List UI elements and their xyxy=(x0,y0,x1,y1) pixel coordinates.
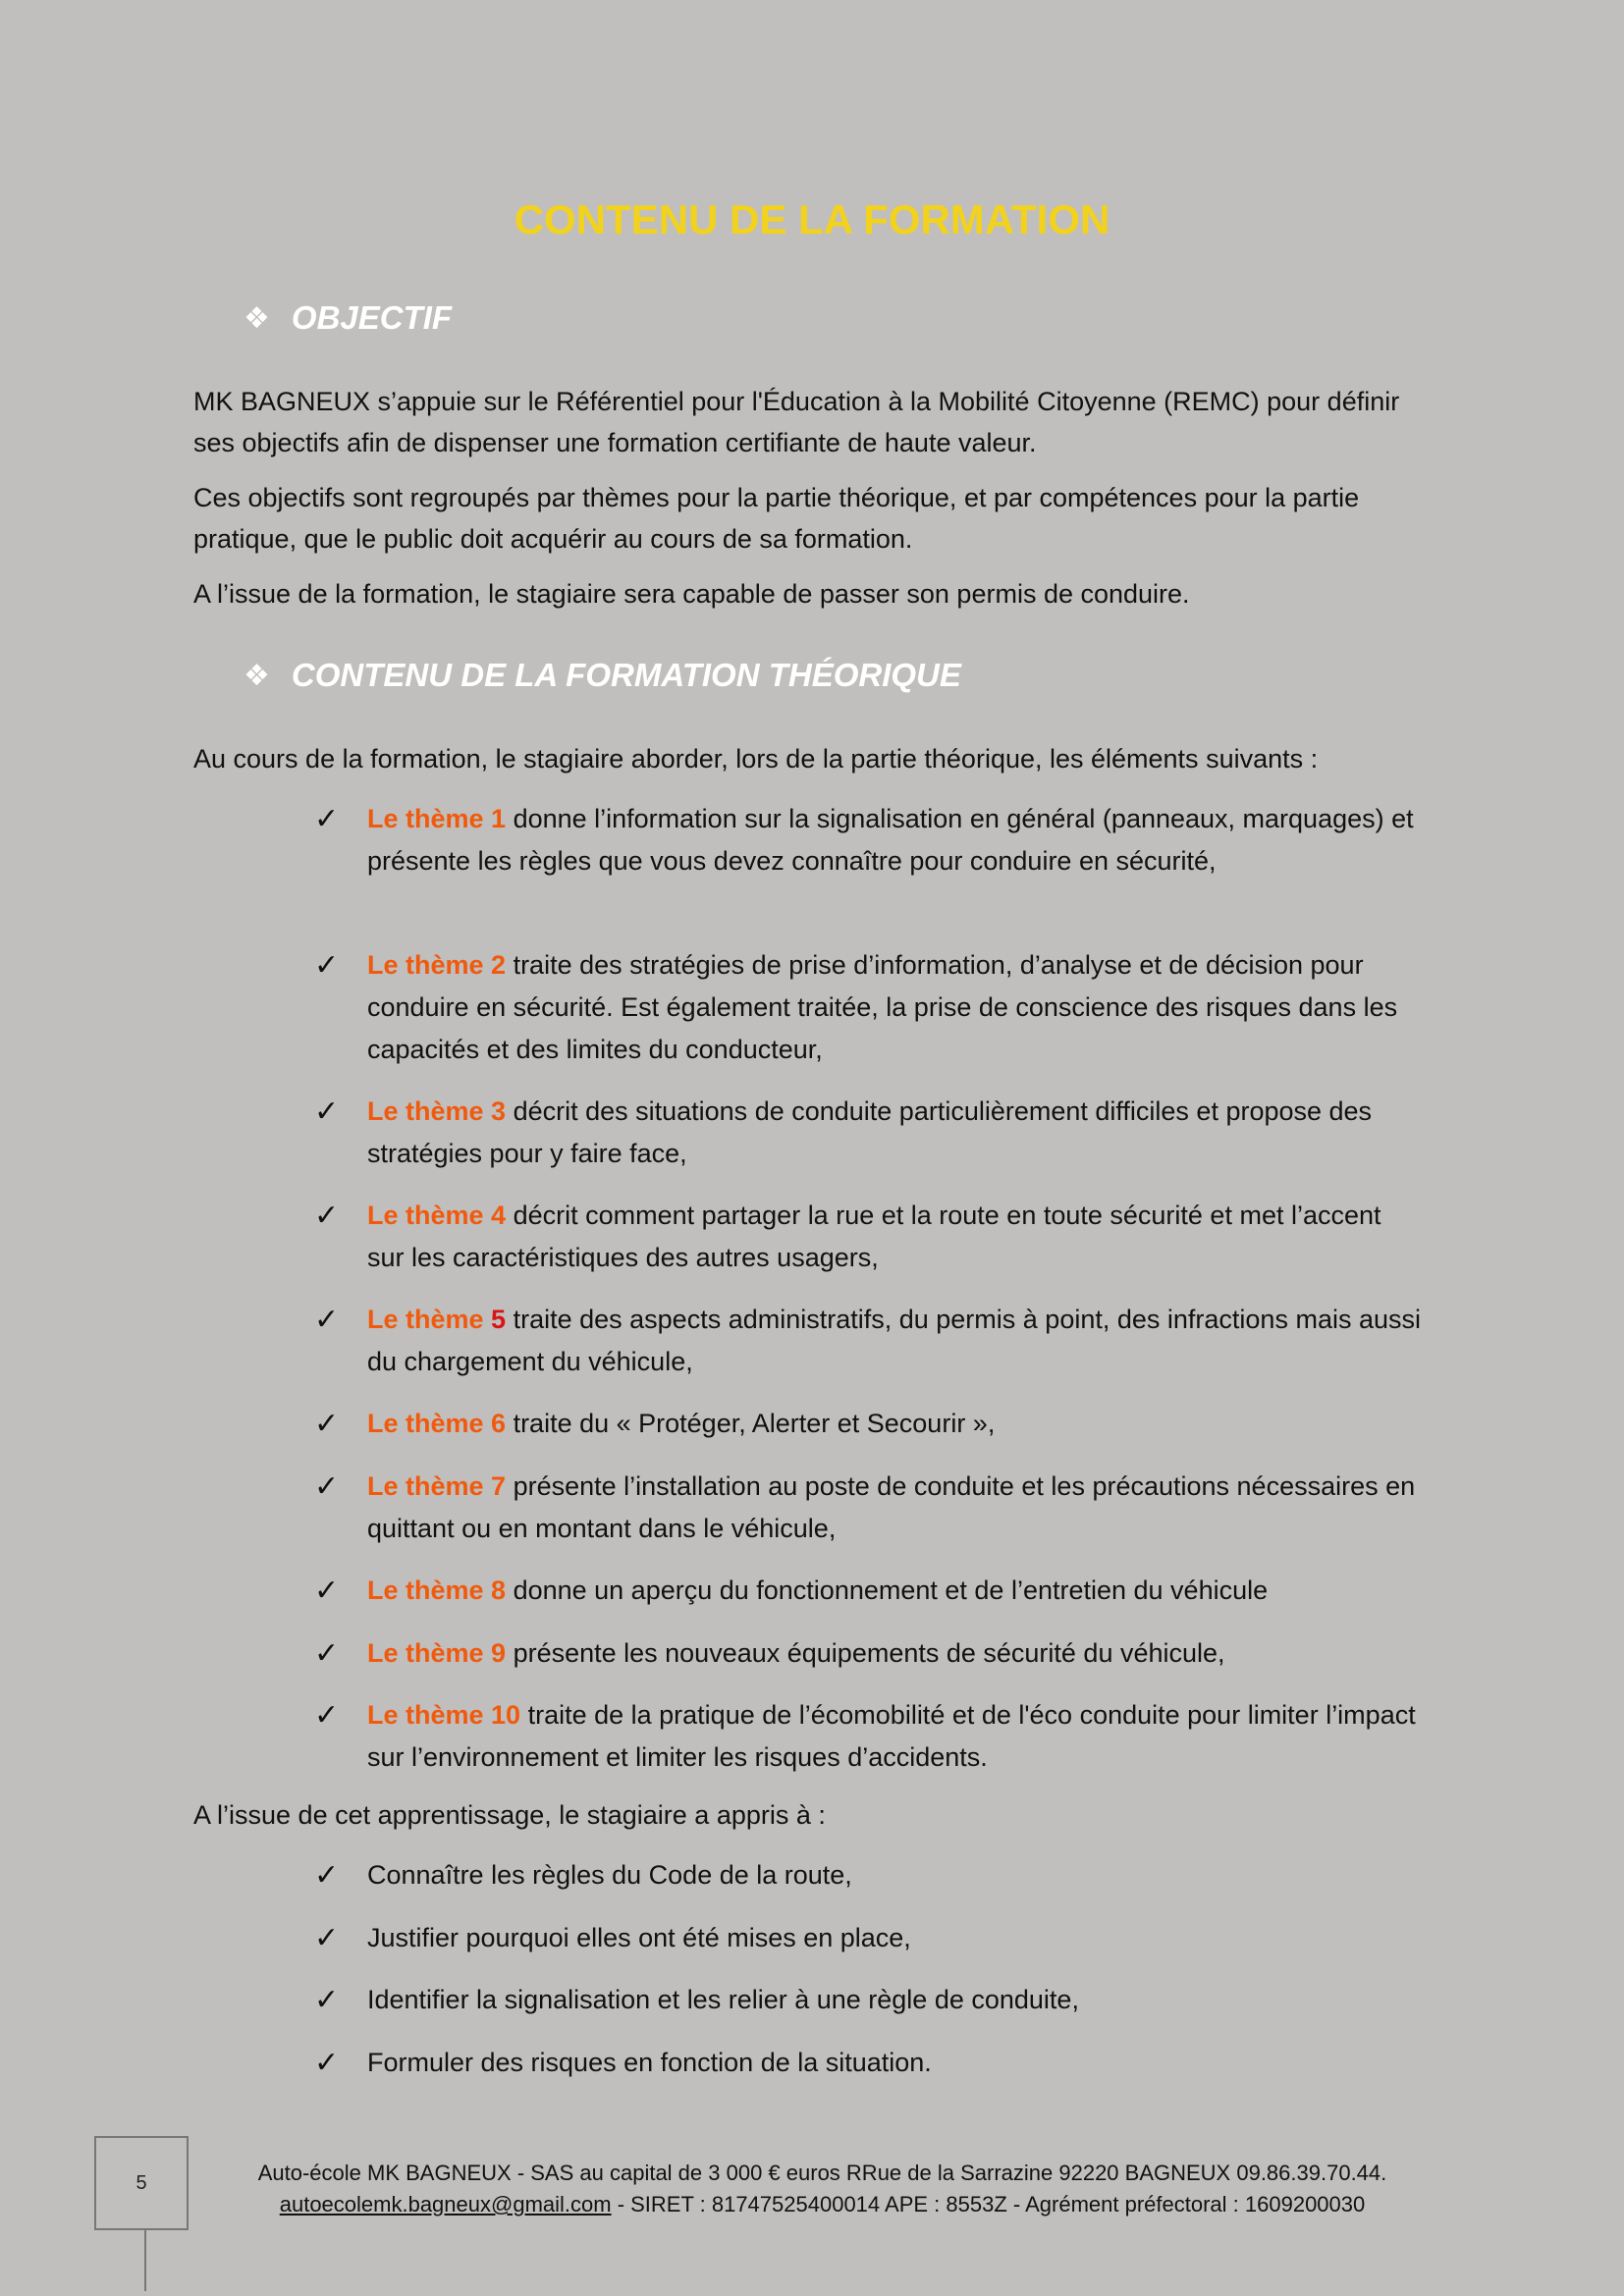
theme-item xyxy=(314,1195,1424,1279)
section-heading-theorique xyxy=(244,657,961,694)
checkmark-icon: ✓ xyxy=(314,1200,340,1232)
theme-label: Le thème 10 xyxy=(367,1700,521,1730)
checkmark-icon: ✓ xyxy=(314,1922,340,1954)
theme-label: Le thème 7 xyxy=(367,1471,507,1501)
theme-item xyxy=(314,1466,1424,1550)
footer-line-1: Auto-école MK BAGNEUX - SAS au capital de 3 000 € euros RRue de la Sarrazine 92220 BAGNEUX 09.86.39.70.44. xyxy=(257,2161,1387,2185)
section-heading-objectif xyxy=(244,299,452,337)
theme-text: traite du « Protéger, Alerter et Secourir », xyxy=(506,1409,996,1438)
section-heading-label: OBJECTIF xyxy=(291,299,453,336)
theme-item xyxy=(314,1091,1424,1175)
theme-text: traite des aspects administratifs, du permis à point, des infractions mais aussi du chargement du véhicule, xyxy=(367,1305,1421,1376)
theme-item xyxy=(314,1299,1424,1383)
page-title: CONTENU DE LA FORMATION xyxy=(514,196,1110,242)
objectif-paragraph-2: Ces objectifs sont regroupés par thèmes pour la partie théorique, et par compétences pour la partie pratique, que le public doit acquérir au cours de sa formation. xyxy=(193,483,1360,554)
checkmark-icon: ✓ xyxy=(314,1637,340,1670)
checkmark-icon: ✓ xyxy=(314,1408,340,1440)
checkmark-icon: ✓ xyxy=(314,949,340,982)
theme-text: présente l’installation au poste de conduite et les précautions nécessaires en quittant ou en montant dans le véhicule, xyxy=(367,1471,1416,1543)
outcome-text: Identifier la signalisation et les relier à une règle de conduite, xyxy=(367,1985,1079,2014)
theme-number: 5 xyxy=(491,1305,507,1334)
checkmark-icon: ✓ xyxy=(314,1095,340,1128)
objectif-paragraph-3: A l’issue de la formation, le stagiaire sera capable de passer son permis de conduire. xyxy=(193,579,1190,609)
outcome-item xyxy=(314,1979,1424,2021)
theme-label: Le thème 6 xyxy=(367,1409,507,1438)
objectif-paragraph-1: MK BAGNEUX s’appuie sur le Référentiel pour l'Éducation à la Mobilité Citoyenne (REMC) pour définir ses objectifs afin de dispenser une formation certifiante de haute valeur. xyxy=(193,387,1400,457)
theme-label: Le thème xyxy=(367,1305,492,1334)
outcome-item xyxy=(314,1917,1424,1959)
theme-label: Le thème 3 xyxy=(367,1096,507,1126)
theme-item xyxy=(314,1694,1424,1779)
theme-item xyxy=(314,798,1424,882)
outcome-item xyxy=(314,2042,1424,2084)
checkmark-icon: ✓ xyxy=(314,803,340,835)
theme-text: décrit comment partager la rue et la route en toute sécurité et met l’accent sur les caractéristiques des autres usagers, xyxy=(367,1201,1381,1272)
theme-text: traite de la pratique de l’écomobilité et de l'éco conduite pour limiter l’impact sur l’environnement et limiter les risques d’accidents. xyxy=(367,1700,1416,1772)
outcome-item xyxy=(314,1854,1424,1896)
theme-label: Le thème 8 xyxy=(367,1575,507,1605)
theme-item xyxy=(314,1403,1424,1445)
footer-line-2 xyxy=(216,2189,1429,2220)
theme-label: Le thème 2 xyxy=(367,950,507,980)
theme-item xyxy=(314,1632,1424,1675)
footer-email-link[interactable]: autoecolemk.bagneux@gmail.com xyxy=(279,2192,612,2216)
checkmark-icon: ✓ xyxy=(314,1859,340,1892)
theme-text: donne l’information sur la signalisation en général (panneaux, marquages) et présente les règles que vous devez connaître pour conduire en sécurité, xyxy=(367,804,1414,876)
page-number-box xyxy=(94,2136,189,2230)
footer-divider-line xyxy=(144,2230,146,2291)
theme-label: Le thème 1 xyxy=(367,804,507,833)
theme-text: traite des stratégies de prise d’information, d’analyse et de décision pour conduire en sécurité. Est également traitée, la prise de conscience des risques dans les capacités et des limites du conducteur, xyxy=(367,950,1398,1064)
theorique-intro: Au cours de la formation, le stagiaire aborder, lors de la partie théorique, les éléments suivants : xyxy=(193,744,1319,774)
diamond-bullet-icon: ❖ xyxy=(244,301,270,335)
footer-legal-info: - SIRET : 81747525400014 APE : 8553Z - Agrément préfectoral : 1609200030 xyxy=(611,2192,1366,2216)
theme-label: Le thème 9 xyxy=(367,1638,507,1668)
checkmark-icon: ✓ xyxy=(314,1470,340,1503)
theme-text: présente les nouveaux équipements de sécurité du véhicule, xyxy=(506,1638,1225,1668)
theme-item xyxy=(314,1570,1424,1612)
outcome-intro: A l’issue de cet apprentissage, le stagiaire a appris à : xyxy=(193,1800,826,1830)
diamond-bullet-icon: ❖ xyxy=(244,659,270,692)
footer xyxy=(216,2158,1429,2220)
theme-label: Le thème 4 xyxy=(367,1201,507,1230)
theme-text: donne un aperçu du fonctionnement et de l’entretien du véhicule xyxy=(506,1575,1269,1605)
theme-item xyxy=(314,944,1424,1071)
checkmark-icon: ✓ xyxy=(314,1575,340,1607)
section-heading-label: CONTENU DE LA FORMATION THÉORIQUE xyxy=(291,657,961,693)
theme-text: décrit des situations de conduite particulièrement difficiles et propose des stratégies pour y faire face, xyxy=(367,1096,1373,1168)
checkmark-icon: ✓ xyxy=(314,1984,340,2016)
outcome-text: Connaître les règles du Code de la route, xyxy=(367,1860,852,1890)
outcome-text: Justifier pourquoi elles ont été mises en place, xyxy=(367,1923,911,1952)
outcome-text: Formuler des risques en fonction de la situation. xyxy=(367,2048,932,2077)
checkmark-icon: ✓ xyxy=(314,2047,340,2079)
page-number: 5 xyxy=(135,2171,147,2194)
checkmark-icon: ✓ xyxy=(314,1699,340,1732)
checkmark-icon: ✓ xyxy=(314,1304,340,1336)
